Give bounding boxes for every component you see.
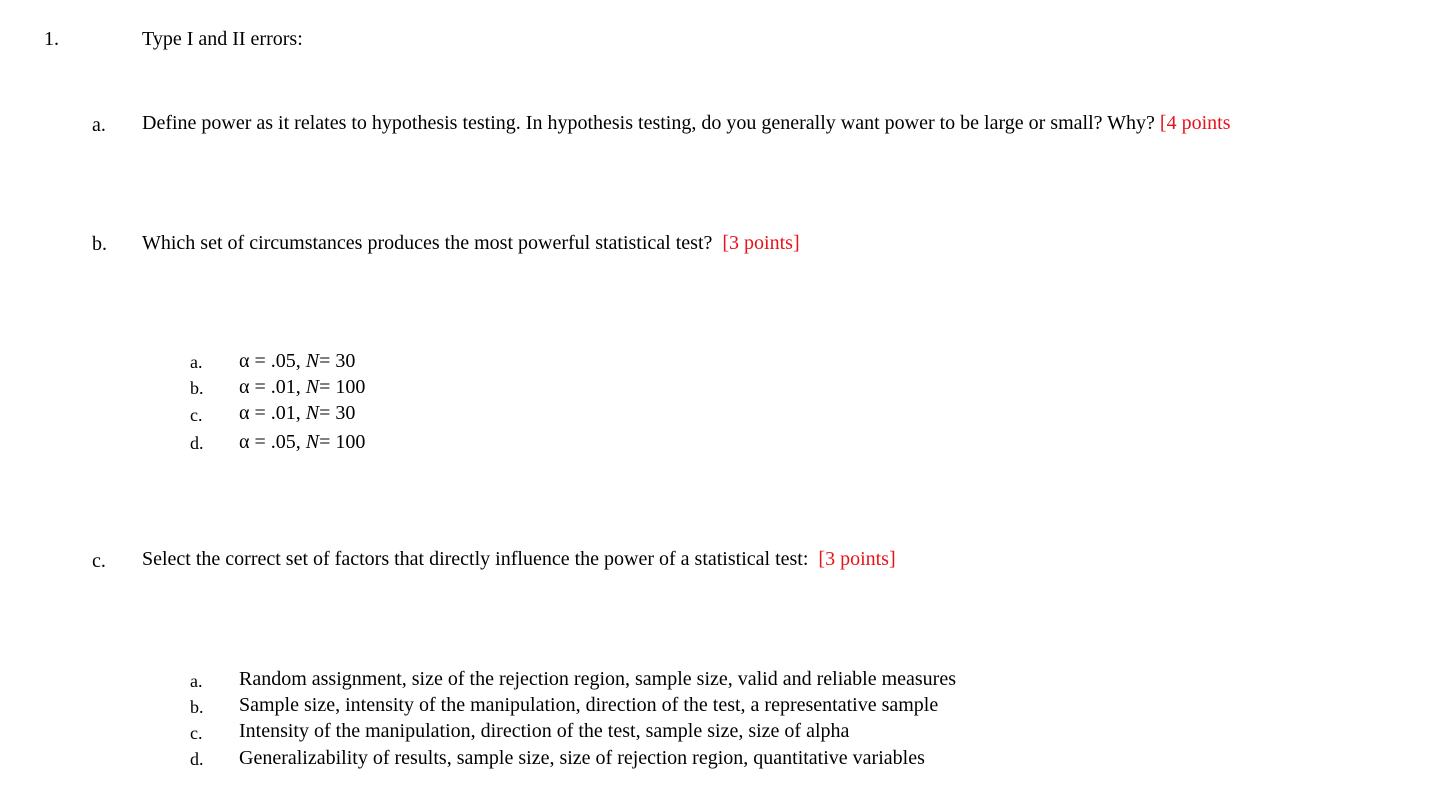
option-alpha: α = .05,	[239, 350, 301, 372]
option-n-label: N	[305, 402, 320, 424]
option-n-label: N	[305, 350, 320, 372]
option-n-value: = 100	[319, 376, 366, 398]
option-n-value: = 30	[319, 350, 356, 372]
part-c-option-c: Intensity of the manipulation, direction of the test, sample size, size of alpha	[239, 720, 850, 742]
part-c-option-a-letter: a.	[190, 671, 203, 691]
part-c-question	[142, 548, 896, 571]
part-b-option-a-letter: a.	[190, 352, 203, 372]
part-c-letter: c.	[92, 550, 106, 572]
option-alpha: α = .01,	[239, 402, 301, 424]
part-c-option-b-letter: b.	[190, 697, 204, 717]
part-b-text: Which set of circumstances produces the most powerful statistical test?	[142, 232, 713, 254]
part-b-letter: b.	[92, 233, 107, 255]
part-b-option-b-letter: b.	[190, 378, 204, 398]
option-n-value: = 100	[319, 431, 366, 453]
part-c-points: [3 points]	[818, 548, 896, 570]
part-c-option-d-letter: d.	[190, 749, 204, 769]
option-n-label: N	[305, 376, 320, 398]
part-b-option-c-letter: c.	[190, 405, 203, 425]
part-c-option-b: Sample size, intensity of the manipulation, direction of the test, a representative sample	[239, 694, 939, 716]
part-b-option-d-letter: d.	[190, 433, 204, 453]
part-c-option-c-letter: c.	[190, 723, 203, 743]
part-b-option-d	[239, 431, 365, 454]
option-alpha: α = .05,	[239, 431, 301, 453]
option-n-value: = 30	[319, 402, 356, 424]
part-b-option-a	[239, 350, 355, 373]
question-title: Type I and II errors:	[142, 28, 303, 50]
part-c-option-d: Generalizability of results, sample size, size of rejection region, quantitative variables	[239, 747, 925, 769]
part-b-points: [3 points]	[722, 232, 800, 254]
question-number: 1.	[44, 28, 59, 50]
option-alpha: α = .01,	[239, 376, 301, 398]
part-c-option-a: Random assignment, size of the rejection region, sample size, valid and reliable measures	[239, 668, 956, 690]
part-b-option-b	[239, 376, 365, 399]
part-a-letter: a.	[92, 114, 106, 136]
part-a-text: Define power as it relates to hypothesis testing. In hypothesis testing, do you generally want power to be large or small? Why?	[142, 112, 1155, 134]
part-b-option-c	[239, 402, 355, 425]
part-a-points: [4 points	[1159, 112, 1231, 134]
part-a-question	[142, 112, 1230, 135]
part-b-question	[142, 232, 800, 255]
option-n-label: N	[305, 431, 320, 453]
part-c-text: Select the correct set of factors that directly influence the power of a statistical test:	[142, 548, 809, 570]
